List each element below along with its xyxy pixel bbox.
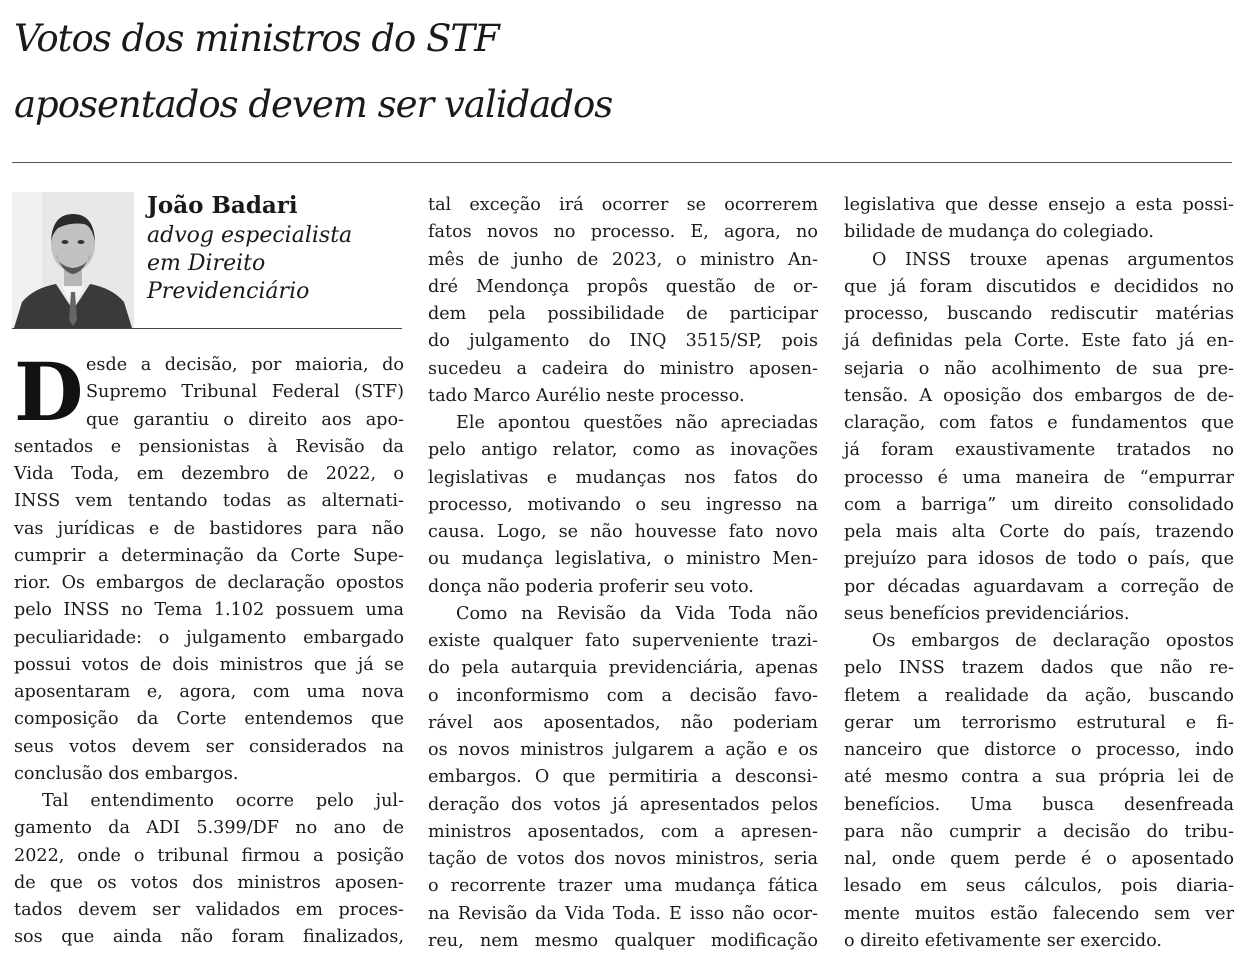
text-line: claração, com fatos e fundamentos que xyxy=(844,413,1234,433)
article-column-2 xyxy=(428,192,818,955)
text-line: já definidas pela Corte. Este fato já en- xyxy=(844,331,1234,352)
text-line: rável aos aposentados, não poderiam xyxy=(428,712,818,733)
text-line: ministros aposentados, com a apresen- xyxy=(428,821,818,842)
text-line: sejaria o não acolhimento de sua pre- xyxy=(844,358,1234,379)
text-line: com a barriga” um direito consolidado xyxy=(844,494,1234,515)
text-line: ou mudança legislativa, o ministro Men- xyxy=(428,549,818,570)
text-line: que garantiu o direito aos apo- xyxy=(86,409,404,430)
text-line: processo, buscando rediscutir matérias xyxy=(844,304,1234,324)
text-line: pelo INSS trazem dados que não re- xyxy=(844,658,1234,679)
author-role xyxy=(147,222,352,306)
text-line: tado Marco Aurélio neste processo. xyxy=(428,385,745,406)
text-line: fatos novos no processo. E, agora, no xyxy=(428,222,818,243)
text-line: para não cumprir a decisão do tribu- xyxy=(844,821,1234,842)
text-line: nanceiro que distorce o processo, indo xyxy=(844,740,1234,760)
author-rule xyxy=(12,328,402,329)
text-line: por décadas aguardavam a correção de xyxy=(844,576,1234,597)
text-line: até mesmo contra a sua própria lei de xyxy=(844,767,1234,788)
text-line: seus benefícios previdenciários. xyxy=(844,603,1130,624)
text-line: legislativa que desse ensejo a esta possi- xyxy=(844,195,1234,215)
text-line: donça não poderia proferir seu voto. xyxy=(428,576,754,597)
text-line: Ele apontou questões não apreciadas xyxy=(456,413,818,433)
text-line: já foram exaustivamente tratados no xyxy=(844,440,1234,461)
text-line: bilidade de mudança do colegiado. xyxy=(844,222,1154,243)
text-line: existe qualquer fato superveniente trazi- xyxy=(428,631,818,651)
article-column-3 xyxy=(844,192,1234,955)
text-line: peculiaridade: o julgamento embargado xyxy=(14,627,404,648)
text-line: mente muitos estão falecendo sem ver xyxy=(844,903,1234,924)
author-name: João Badari xyxy=(147,192,298,219)
author-portrait-image xyxy=(12,192,134,328)
drop-cap: D xyxy=(14,345,84,439)
text-line: o direito efetivamente ser exercido. xyxy=(844,930,1162,951)
text-line: cumprir a determinação da Corte Supe- xyxy=(14,545,404,566)
text-line: os novos ministros julgarem a ação e os xyxy=(428,740,818,760)
text-line: esde a decisão, por maioria, do xyxy=(86,355,404,375)
text-line: sentados e pensionistas à Revisão da xyxy=(14,436,404,457)
text-line: dem pela possibilidade de participar xyxy=(428,304,818,324)
text-line: tensão. A oposição dos embargos de de- xyxy=(844,385,1234,406)
headline xyxy=(14,6,1234,138)
text-line: tação de votos dos novos ministros, seria xyxy=(428,849,818,869)
text-line: tal exceção irá ocorrer se ocorrerem xyxy=(428,195,818,215)
text-line: gerar um terrorismo estrutural e fi- xyxy=(844,712,1234,733)
text-line: Os embargos de declaração opostos xyxy=(872,631,1234,651)
text-line: Tal entendimento ocorre pelo jul- xyxy=(42,791,404,811)
text-line: de que os votos dos ministros aposen- xyxy=(14,872,404,893)
text-line: vas jurídicas e de bastidores para não xyxy=(14,518,404,539)
text-line: Vida Toda, em dezembro de 2022, o xyxy=(14,464,404,484)
text-line: fletem a realidade da ação, buscando xyxy=(844,685,1234,706)
text-line: nal, onde quem perde é o aposentado xyxy=(844,849,1234,869)
text-line: processo, motivando o seu ingresso na xyxy=(428,494,818,515)
headline-line: Votos dos ministros do STF xyxy=(14,17,499,60)
text-line: Supremo Tribunal Federal (STF) xyxy=(86,382,404,403)
text-line: pelo antigo relator, como as inovações xyxy=(428,440,818,461)
article-column-1 xyxy=(14,345,404,952)
headline-line: aposentados devem ser validados xyxy=(14,83,613,126)
text-line: composição da Corte entendemos que xyxy=(14,709,404,730)
author-role-line: Previdenciário xyxy=(147,279,310,304)
text-line: do pela autarquia previdenciária, apenas xyxy=(428,658,818,679)
text-line: o inconformismo com a decisão favo- xyxy=(428,685,818,706)
text-line: mês de junho de 2023, o ministro An- xyxy=(428,249,818,270)
author-role-line: em Direito xyxy=(147,251,266,276)
text-line: rior. Os embargos de declaração opostos xyxy=(14,573,404,593)
text-line: que já foram discutidos e decididos no xyxy=(844,276,1234,297)
text-line: legislativas e mudanças nos fatos do xyxy=(428,467,818,488)
text-line: benefícios. Uma busca desenfreada xyxy=(844,794,1234,815)
text-line: pelo INSS no Tema 1.102 possuem uma xyxy=(14,600,404,621)
text-line: gamento da ADI 5.399/DF no ano de xyxy=(14,818,404,839)
text-line: Como na Revisão da Vida Toda não xyxy=(456,603,818,624)
text-line: processo é uma maneira de “empurrar xyxy=(844,467,1234,488)
text-line: INSS vem tentando todas as alternati- xyxy=(14,491,404,512)
author-photo xyxy=(12,192,134,328)
text-line: conclusão dos embargos. xyxy=(14,763,239,784)
text-line: 2022, onde o tribunal firmou a posição xyxy=(14,845,404,866)
text-line: reu, nem mesmo qualquer modificação xyxy=(428,930,818,951)
text-line: causa. Logo, se não houvesse fato novo xyxy=(428,522,818,542)
text-line: prejuízo para idosos de todo o país, que xyxy=(844,549,1234,570)
text-line: O INSS trouxe apenas argumentos xyxy=(872,249,1234,270)
text-line: do julgamento do INQ 3515/SP, pois xyxy=(428,331,818,352)
text-line: tados devem ser validados em proces- xyxy=(14,900,404,920)
text-line: embargos. O que permitiria a desconsi- xyxy=(428,767,818,788)
text-line: aposentaram e, agora, com uma nova xyxy=(14,682,404,702)
text-line: o recorrente trazer uma mudança fática xyxy=(428,876,818,897)
text-line: lesado em seus cálculos, pois diaria- xyxy=(844,876,1234,897)
author-role-line: advog especialista xyxy=(147,223,353,248)
text-line: deração dos votos já apresentados pelos xyxy=(428,794,818,815)
text-line: na Revisão da Vida Toda. E isso não ocor- xyxy=(428,903,818,924)
headline-rule xyxy=(12,162,1232,163)
text-line: possui votos de dois ministros que já se xyxy=(14,654,404,675)
text-line: dré Mendonça propôs questão de or- xyxy=(428,276,818,297)
text-line: pela mais alta Corte do país, trazendo xyxy=(844,522,1234,542)
text-line: sos que ainda não foram finalizados, xyxy=(14,927,404,948)
text-line: sucedeu a cadeira do ministro aposen- xyxy=(428,358,818,379)
text-line: seus votos devem ser considerados na xyxy=(14,736,404,757)
